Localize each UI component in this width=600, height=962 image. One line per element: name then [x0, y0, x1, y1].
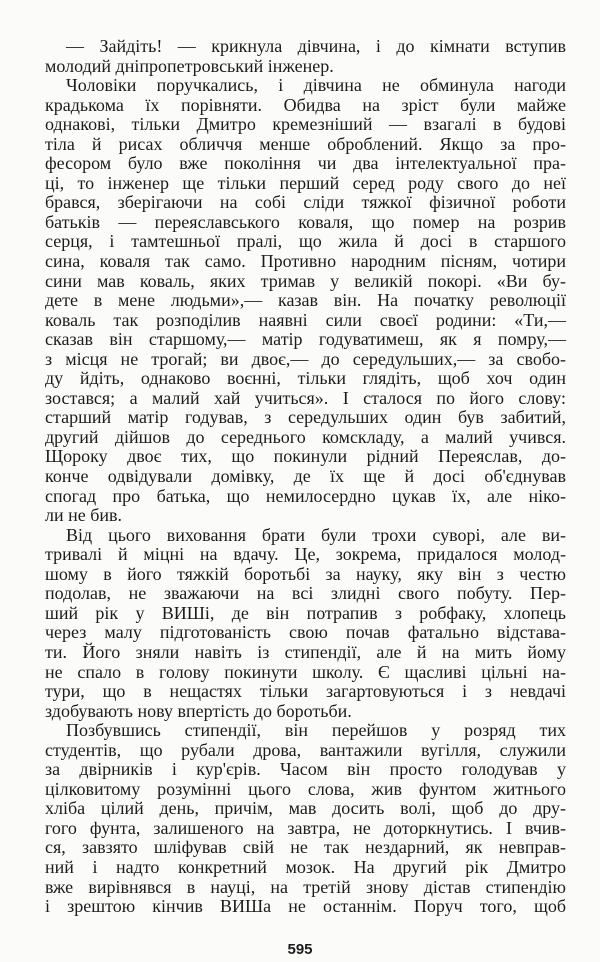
text-line: тури, що в нещастях тільки загартовуються і з невдачі	[45, 681, 566, 702]
text-line: однакові, тільки Дмитро кремезніший — взагалі в будові	[45, 114, 566, 135]
page-body-text	[45, 37, 566, 917]
text-line: ду йдіть, однаково воєнні, тільки глядіть, щоб хоч один	[45, 368, 566, 389]
text-line: батьків — переяславського коваля, що помер на розрив	[45, 211, 566, 232]
paragraph	[45, 721, 566, 916]
text-line: цілковитому розумінні цього слова, жив фунтом житнього	[45, 778, 566, 799]
text-line: ся, завзято шліфував свій не так нездарний, як невправ-	[45, 837, 566, 858]
text-line: ли не бив.	[45, 505, 123, 526]
text-line: дете в мене людьми»,— казав він. На початку революції	[45, 290, 566, 311]
text-line: сини мав коваль, яких тримав у великій покорі. «Ви бу-	[45, 270, 566, 291]
text-line: ти. Його зняли навіть із стипендії, але й на мить йому	[45, 641, 566, 662]
text-line: з місця не трогай; ви двоє,— до середульших,— за свобо-	[45, 348, 566, 369]
text-line: гого фунта, залишеного на завтра, не доторкнутись. І вчив-	[45, 817, 566, 838]
text-line: Від цього виховання брати були трохи суворі, але ви-	[66, 524, 566, 545]
text-line: студентів, що рубали дрова, вантажили вугілля, служили	[45, 739, 566, 760]
text-line: шому в його тяжкій боротьбі за науку, яку він з честю	[45, 563, 566, 584]
text-line: старший матір годував, з середульших один був забитий,	[45, 407, 566, 428]
text-line: здобувають нову впертість до боротьби.	[45, 700, 352, 721]
text-line: молодий дніпропетровський інженер.	[45, 55, 334, 76]
text-line: подолав, не зважаючи на всі злидні свого побуту. Пер-	[45, 583, 566, 604]
text-line: хліба цілий день, причім, мав досить волі, щоб до дру-	[45, 798, 566, 819]
text-line: ці, то інженер ще тільки перший серед роду свого до неї	[45, 172, 566, 193]
paragraph	[45, 76, 566, 526]
text-line: Чоловіки поручкались, і дівчина не обминула нагоди	[66, 75, 566, 96]
text-line: Позбувшись стипендії, він перейшов у розряд тих	[66, 720, 566, 741]
paragraph	[45, 37, 566, 76]
text-line: сина, коваля так само. Противно народним пісням, чотири	[45, 251, 566, 272]
text-line: і зрештою кінчив ВИШа не останнім. Поруч того, щоб	[45, 896, 566, 917]
text-line: Щороку двоє тих, що покинули рідний Переяслав, до-	[45, 446, 566, 467]
text-line: другий дійшов до середнього комскладу, а малий учився.	[45, 426, 566, 447]
text-line: вже вирівнявся в науці, на третій знову дістав стипендію	[45, 876, 566, 897]
text-line: спогад про батька, що немилосердно цукав їх, але ніко-	[45, 485, 566, 506]
text-line: брався, зберігаючи на собі сліди тяжкої фізичної роботи	[45, 192, 566, 213]
text-line: зостався; а малий хай учиться». І сталося по його слову:	[45, 387, 566, 408]
text-line: конче одвідували домівку, де їх ще й досі об'єднував	[45, 466, 566, 487]
text-line: — Зайдіть! — крикнула дівчина, і до кімнати вступив	[66, 36, 566, 56]
text-line: ший рік у ВИШі, де він потрапив з робфаку, хлопець	[45, 602, 566, 623]
text-line: через малу підготованість свою почав фатально відстава-	[45, 622, 566, 643]
page-number: 595	[287, 941, 313, 958]
text-line: фесором було вже покоління чи два інтелектуальної пра-	[45, 153, 566, 174]
text-line: ний і надто конкретний мозок. На другий рік Дмитро	[45, 856, 566, 877]
text-line: за двірників і кур'єрів. Часом він просто голодував у	[45, 759, 566, 780]
text-line: тіла й рисах обличчя менше оброблений. Якщо за про-	[45, 133, 566, 154]
text-line: тривалі й міцні на вдачу. Це, зокрема, придалося молод-	[45, 544, 566, 565]
text-line: не спало в голову покинути школу. Є щасливі цільні на-	[45, 661, 566, 682]
text-line: коваль так розподілив наявні сили своєї родини: «Ти,—	[45, 309, 566, 330]
text-line: крадькома їх порівняти. Обидва на зріст були майже	[45, 94, 566, 115]
paragraph	[45, 526, 566, 721]
text-line: серця, і тамтешньої пралі, що жила й досі в старшого	[45, 231, 566, 252]
text-line: сказав він старшому,— матір годуватимеш, як я помру,—	[45, 329, 566, 350]
